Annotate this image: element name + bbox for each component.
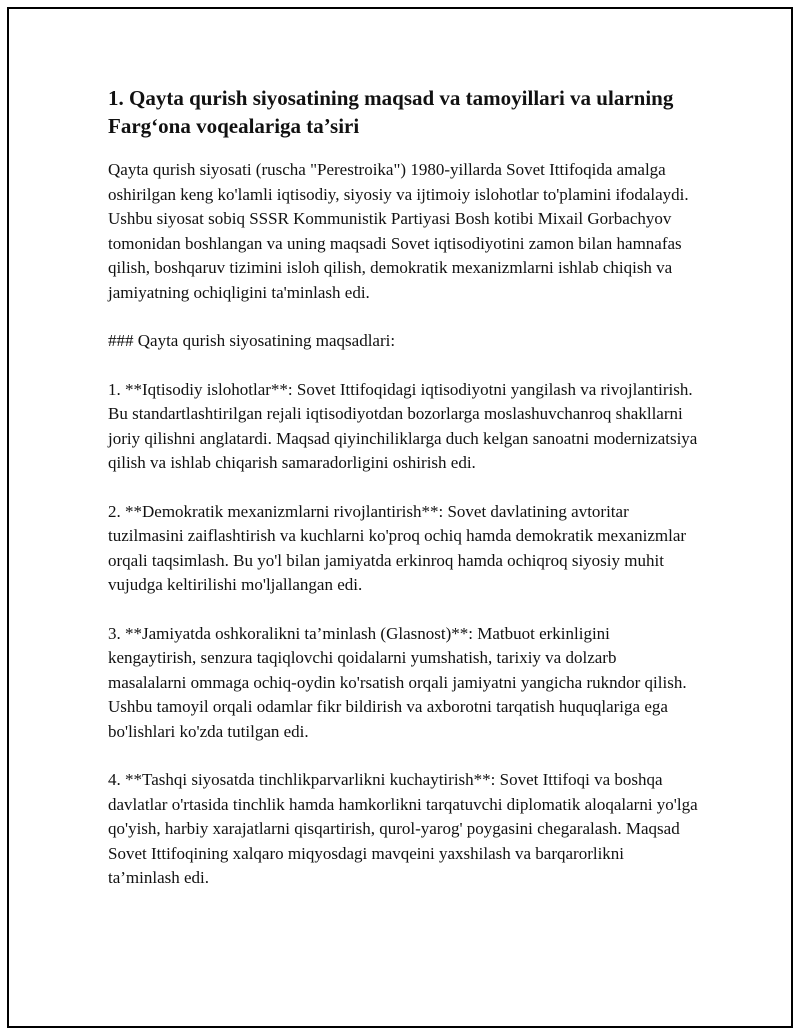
document-body xyxy=(108,84,698,915)
list-item-economic-reforms: 1. **Iqtisodiy islohotlar**: Sovet Ittifoqidagi iqtisodiyotni yangilash va rivojlantirish. Bu standartlashtirilgan rejali iqtisodiyotdan bozorlarga moslashuvchanroq shakllarni joriy qilishni anglatardi. Maqsad qiyinchiliklarga duch kelgan sanoatni modernizatsiya qilish va ishlab chiqarish samaradorligini oshirish edi. xyxy=(108,379,698,472)
document-title: 1. Qayta qurish siyosatining maqsad va tamoyillari va ularning Farg‘ona voqealariga ta’siri xyxy=(108,86,674,138)
section-heading: ### Qayta qurish siyosatining maqsadlari: xyxy=(108,331,396,350)
list-item-glasnost: 3. **Jamiyatda oshkoralikni ta’minlash (Glasnost)**: Matbuot erkinligini kengaytirish, senzura taqiqlovchi qoidalarni yumshatish, tarixiy va dolzarb masalalarni ommaga ochiq-oydin ko'rsatish orqali jamiyatni yangicha rukndor qilish. Ushbu tamoyil orqali odamlar fikr bildirish va axborotni tarqatish huquqlariga ega bo'lishlari ko'zda tutilgan edi. xyxy=(108,623,687,741)
intro-paragraph: Qayta qurish siyosati (ruscha "Perestroika") 1980-yillarda Sovet Ittifoqida amalga oshirilgan keng ko'lamli iqtisodiy, siyosiy va ijtimoiy islohotlar to'plamini ifodalaydi. Ushbu siyosat sobiq SSSR Kommunistik Partiyasi Bosh kotibi Mixail Gorbachyov tomonidan boshlangan va uning maqsadi Sovet iqtisodiyotini zamon bilan hamnafas qilish, boshqaruv tizimini isloh qilish, demokratik mexanizmlarni ishlab chiqish va jamiyatning ochiqligini ta'minlash edi. xyxy=(108,160,689,302)
list-item-foreign-policy: 4. **Tashqi siyosatda tinchlikparvarlikni kuchaytirish**: Sovet Ittifoqi va boshqa davlatlar o'rtasida tinchlik hamda hamkorlikni tarqatuvchi diplomatik aloqalarni yo'lga qo'yish, harbiy xarajatlarni qisqartirish, qurol-yarog' poygasini chegaralash. Maqsad Sovet Ittifoqining xalqaro miqyosdagi mavqeini yaxshilash va barqarorlikni ta’minlash edi. xyxy=(108,770,698,887)
list-item-democratic-mechanisms: 2. **Demokratik mexanizmlarni rivojlantirish**: Sovet davlatining avtoritar tuzilmasini zaiflashtirish va kuchlarni ko'proq ochiq hamda demokratik mexanizmlar orqali taqsimlash. Bu yo'l bilan jamiyatda erkinroq hamda ochiqroq siyosiy muhit vujudga keltirilishi mo'ljallangan edi. xyxy=(108,501,687,594)
